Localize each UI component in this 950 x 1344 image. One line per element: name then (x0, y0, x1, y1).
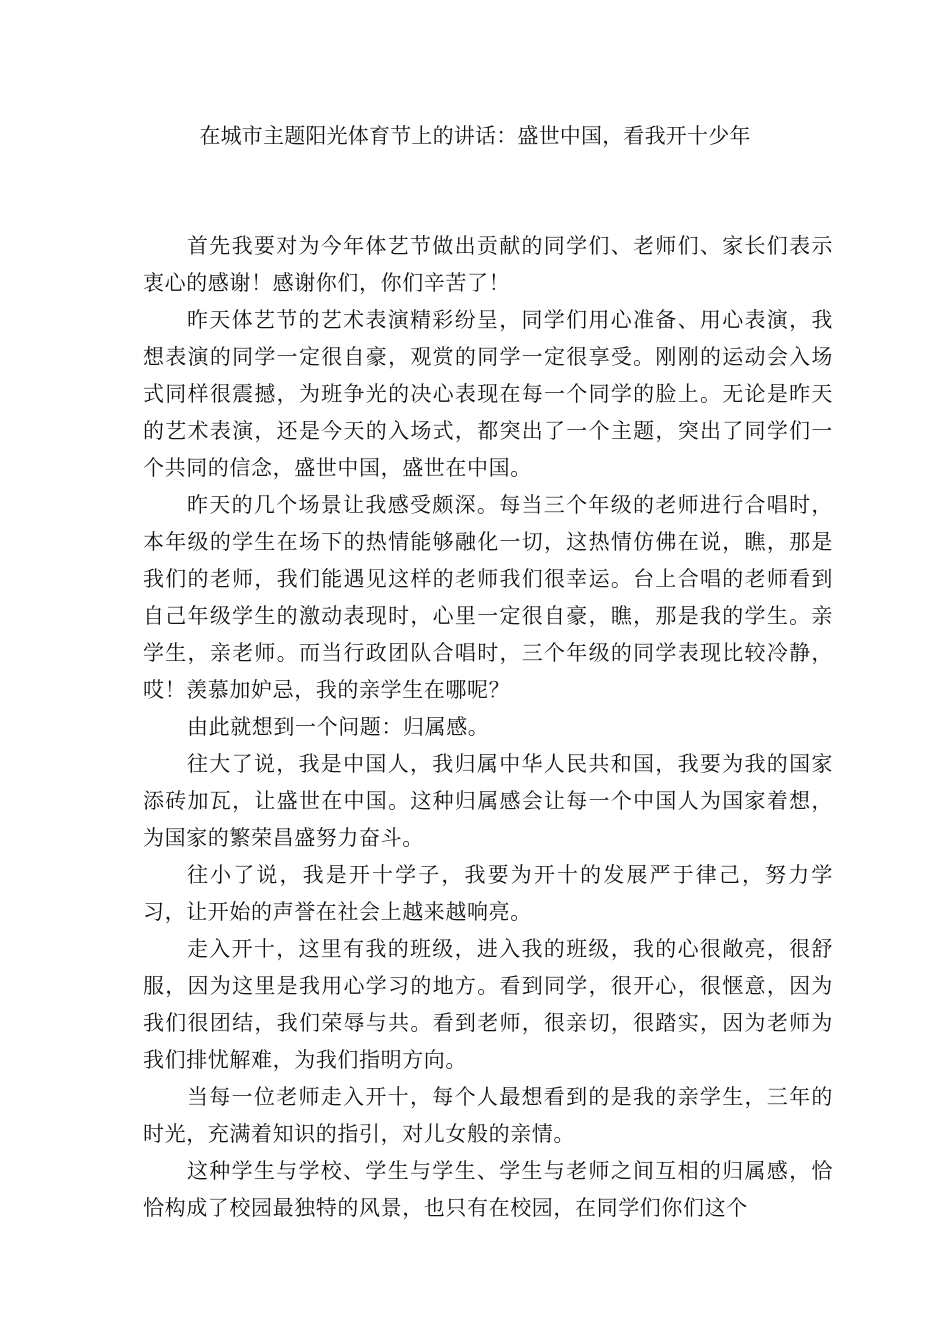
document-body (143, 228, 833, 1227)
paragraph-1: 首先我要对为今年体艺节做出贡献的同学们、老师们、家长们表示衷心的感谢！感谢你们，你们辛苦了！ (143, 234, 833, 295)
paragraph-4: 由此就想到一个问题：归属感。 (187, 715, 490, 739)
paragraph-7: 走入开十，这里有我的班级，进入我的班级，我的心很敞亮，很舒服，因为这里是我用心学习的地方。看到同学，很开心，很惬意，因为我们很团结，我们荣辱与共。看到老师，很亲切，很踏实，因为老师为我们排忧解难，为我们指明方向。 (143, 937, 833, 1072)
paragraph-5: 往大了说，我是中国人，我归属中华人民共和国，我要为我的国家添砖加瓦，让盛世在中国。这种归属感会让每一个中国人为国家着想，为国家的繁荣昌盛努力奋斗。 (143, 752, 833, 850)
document-title: 在城市主题阳光体育节上的讲话：盛世中国，看我开十少年 (199, 124, 751, 148)
paragraph-3: 昨天的几个场景让我感受颇深。每当三个年级的老师进行合唱时，本年级的学生在场下的热情能够融化一切，这热情仿佛在说，瞧，那是我们的老师，我们能遇见这样的老师我们很幸运。台上合唱的老师看到自己年级学生的激动表现时，心里一定很自豪，瞧，那是我的学生。亲学生，亲老师。而当行政团队合唱时，三个年级的同学表现比较冷静，哎！羡慕加妒忌，我的亲学生在哪呢？ (143, 493, 833, 702)
paragraph-6: 往小了说，我是开十学子，我要为开十的发展严于律己，努力学习，让开始的声誉在社会上越来越响亮。 (143, 863, 833, 924)
paragraph-8: 当每一位老师走入开十，每个人最想看到的是我的亲学生，三年的时光，充满着知识的指引，对儿女般的亲情。 (143, 1085, 833, 1146)
paragraph-9: 这种学生与学校、学生与学生、学生与老师之间互相的归属感，恰恰构成了校园最独特的风景，也只有在校园，在同学们你们这个 (143, 1159, 833, 1220)
paragraph-2: 昨天体艺节的艺术表演精彩纷呈，同学们用心准备、用心表演，我想表演的同学一定很自豪，观赏的同学一定很享受。刚刚的运动会入场式同样很震撼，为班争光的决心表现在每一个同学的脸上。无论是昨天的艺术表演，还是今天的入场式，都突出了一个主题，突出了同学们一个共同的信念，盛世中国，盛世在中国。 (143, 308, 833, 480)
